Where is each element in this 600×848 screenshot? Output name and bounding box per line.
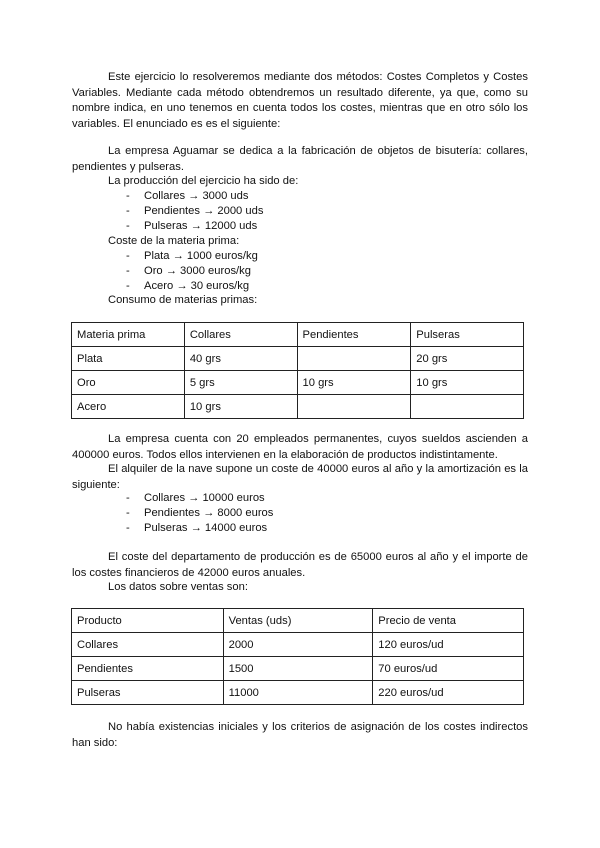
list-item: - Acero → 30 euros/kg <box>126 280 250 292</box>
table-cell: 5 grs <box>184 371 297 395</box>
table-cell: 11000 <box>223 681 373 705</box>
table-row <box>72 347 524 371</box>
table-cell <box>411 395 524 419</box>
table-cell: Acero <box>72 395 185 419</box>
closing-paragraph: No había existencias iniciales y los criterios de asignación de los costes indirectos han sido: <box>72 721 528 749</box>
sales-title: Los datos sobre ventas son: <box>108 581 248 593</box>
list-item: - Pulseras → 14000 euros <box>126 522 268 534</box>
employees-paragraph: La empresa cuenta con 20 empleados permanentes, cuyos sueldos ascienden a 400000 euros. Todos ellos intervienen en la elaboración de productos indistintamente. <box>72 433 528 461</box>
table-cell: 10 grs <box>411 371 524 395</box>
list-item: - Collares → 10000 euros <box>126 492 265 504</box>
table-cell: 1500 <box>223 657 373 681</box>
table-header-cell: Pulseras <box>411 323 524 347</box>
company-paragraph: La empresa Aguamar se dedica a la fabricación de objetos de bisutería: collares, pendientes y pulseras. <box>72 145 528 173</box>
production-title: La producción del ejercicio ha sido de: <box>108 175 299 187</box>
table-cell: 220 euros/ud <box>373 681 524 705</box>
table-cell: Plata <box>72 347 185 371</box>
table-row <box>72 395 524 419</box>
table-cell: Oro <box>72 371 185 395</box>
list-item: - Pendientes → 2000 uds <box>126 205 264 217</box>
list-item: - Plata → 1000 euros/kg <box>126 250 258 262</box>
list-item: - Pendientes → 8000 euros <box>126 507 274 519</box>
table-cell: 20 grs <box>411 347 524 371</box>
table-header-cell: Materia prima <box>72 323 185 347</box>
table-header-cell: Pendientes <box>297 323 411 347</box>
table-row <box>72 681 524 705</box>
table-header-row <box>72 609 524 633</box>
table-cell: 10 grs <box>184 395 297 419</box>
table-cell: Pendientes <box>72 657 224 681</box>
sales-table <box>71 608 524 705</box>
table-header-cell: Ventas (uds) <box>223 609 373 633</box>
consumption-title: Consumo de materias primas: <box>108 294 258 306</box>
table-cell: 70 euros/ud <box>373 657 524 681</box>
list-item: - Collares → 3000 uds <box>126 190 249 202</box>
table-cell: 2000 <box>223 633 373 657</box>
table-cell: Pulseras <box>72 681 224 705</box>
table-cell: 120 euros/ud <box>373 633 524 657</box>
table-cell: 10 grs <box>297 371 411 395</box>
table-cell: Collares <box>72 633 224 657</box>
table-cell <box>297 395 411 419</box>
production-cost-paragraph: El coste del departamento de producción es de 65000 euros al año y el importe de los costes financieros de 42000 euros anuales. <box>72 551 528 579</box>
table-row <box>72 371 524 395</box>
table-header-row <box>72 323 524 347</box>
table-header-cell: Collares <box>184 323 297 347</box>
list-item: - Pulseras → 12000 uds <box>126 220 258 232</box>
table-row <box>72 657 524 681</box>
table-row <box>72 633 524 657</box>
table-header-cell: Producto <box>72 609 224 633</box>
table-header-cell: Precio de venta <box>373 609 524 633</box>
rent-paragraph: El alquiler de la nave supone un coste de 40000 euros al año y la amortización es la siguiente: <box>72 463 528 491</box>
list-item: - Oro → 3000 euros/kg <box>126 265 251 277</box>
raw-cost-title: Coste de la materia prima: <box>108 235 240 247</box>
intro-paragraph: Este ejercicio lo resolveremos mediante dos métodos: Costes Completos y Costes Variables. Mediante cada método obtendremos un resultado diferente, ya que, como su nombre indica, en uno tenemos en cuenta todos los costes, mientras que en otro sólo los variables. El enunciado es es el siguiente: <box>72 71 528 130</box>
materials-table <box>71 322 524 419</box>
table-cell <box>297 347 411 371</box>
table-cell: 40 grs <box>184 347 297 371</box>
